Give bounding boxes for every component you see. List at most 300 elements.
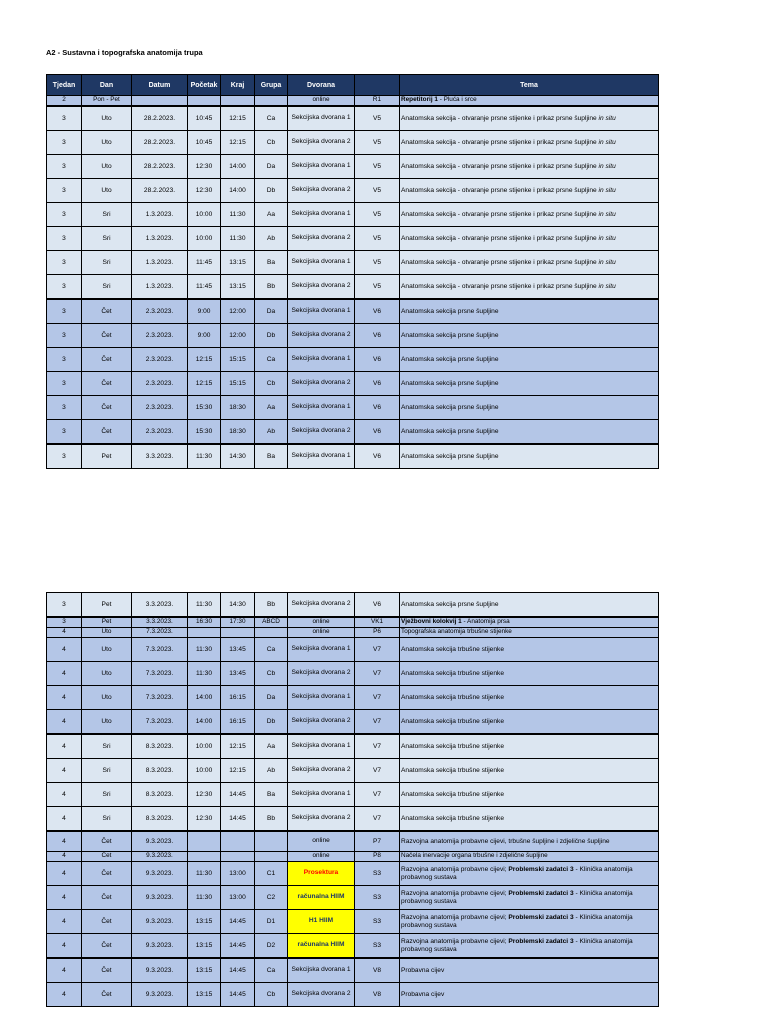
table-row bbox=[47, 910, 659, 934]
cell-pocetak: 10:00 bbox=[188, 227, 221, 251]
cell-tjedan: 3 bbox=[47, 251, 82, 275]
cell-dan: Čet bbox=[82, 934, 132, 959]
cell-kraj: 11:30 bbox=[221, 227, 255, 251]
cell-tema bbox=[400, 227, 659, 251]
cell-dan: Uto bbox=[82, 686, 132, 710]
cell-kraj: 12:15 bbox=[221, 106, 255, 131]
cell-dan: Sri bbox=[82, 227, 132, 251]
cell-oznaka: V6 bbox=[355, 324, 400, 348]
cell-grupa: Cb bbox=[255, 372, 288, 396]
cell-datum: 28.2.2023. bbox=[132, 155, 188, 179]
cell-grupa: Cb bbox=[255, 131, 288, 155]
table-row bbox=[47, 759, 659, 783]
cell-grupa: D1 bbox=[255, 910, 288, 934]
cell-pocetak: 16:30 bbox=[188, 617, 221, 628]
cell-oznaka: V7 bbox=[355, 759, 400, 783]
tema-bold: Vježbovni kolokvij 1 bbox=[401, 618, 462, 626]
cell-pocetak: 15:30 bbox=[188, 420, 221, 445]
cell-kraj: 14:45 bbox=[221, 807, 255, 832]
cell-grupa: Ab bbox=[255, 227, 288, 251]
cell-grupa: Ab bbox=[255, 759, 288, 783]
tema-text: Anatomska sekcija prsne šupljine bbox=[401, 452, 499, 460]
cell-tema bbox=[400, 710, 659, 735]
cell-kraj: 13:00 bbox=[221, 862, 255, 886]
table-row bbox=[47, 734, 659, 759]
cell-datum: 9.3.2023. bbox=[132, 852, 188, 862]
cell-dan: Čet bbox=[82, 910, 132, 934]
cell-datum: 2.3.2023. bbox=[132, 324, 188, 348]
cell-dvorana: Sekcijska dvorana 1 bbox=[288, 396, 355, 420]
cell-datum: 2.3.2023. bbox=[132, 299, 188, 324]
cell-tema bbox=[400, 348, 659, 372]
cell-dan: Pet bbox=[82, 444, 132, 469]
cell-tjedan: 4 bbox=[47, 831, 82, 852]
cell-pocetak: 12:30 bbox=[188, 783, 221, 807]
tema-text: Anatomska sekcija trbušne stijenke bbox=[401, 669, 504, 677]
table-row bbox=[47, 324, 659, 348]
cell-datum: 2.3.2023. bbox=[132, 420, 188, 445]
cell-tema bbox=[400, 324, 659, 348]
cell-datum: 3.3.2023. bbox=[132, 444, 188, 469]
cell-grupa bbox=[255, 852, 288, 862]
cell-tjedan: 3 bbox=[47, 106, 82, 131]
cell-kraj: 12:15 bbox=[221, 734, 255, 759]
cell-dan: Čet bbox=[82, 348, 132, 372]
cell-oznaka: S3 bbox=[355, 934, 400, 959]
tema-text: Anatomska sekcija trbušne stijenke bbox=[401, 742, 504, 750]
cell-tjedan: 3 bbox=[47, 179, 82, 203]
cell-pocetak: 13:15 bbox=[188, 983, 221, 1007]
table-row bbox=[47, 983, 659, 1007]
cell-dvorana: Sekcijska dvorana 2 bbox=[288, 227, 355, 251]
table-row bbox=[47, 179, 659, 203]
cell-tjedan: 4 bbox=[47, 662, 82, 686]
cell-kraj: 15:15 bbox=[221, 372, 255, 396]
cell-oznaka: V5 bbox=[355, 155, 400, 179]
table-row bbox=[47, 203, 659, 227]
cell-grupa: Ba bbox=[255, 444, 288, 469]
cell-pocetak: 11:30 bbox=[188, 862, 221, 886]
tema-text: Anatomska sekcija prsne šupljine bbox=[401, 331, 499, 339]
tema-text: Anatomska sekcija - otvaranje prsne stijenke i prikaz prsne šupljine bbox=[401, 162, 599, 170]
cell-datum: 28.2.2023. bbox=[132, 131, 188, 155]
cell-pocetak: 11:30 bbox=[188, 444, 221, 469]
table-row bbox=[47, 348, 659, 372]
tema-text: Anatomska sekcija prsne šupljine bbox=[401, 600, 499, 608]
cell-datum: 9.3.2023. bbox=[132, 958, 188, 983]
cell-grupa: Ca bbox=[255, 958, 288, 983]
cell-kraj bbox=[221, 628, 255, 638]
cell-pocetak: 11:30 bbox=[188, 662, 221, 686]
cell-dvorana: Sekcijska dvorana 2 bbox=[288, 420, 355, 445]
schedule-table-2 bbox=[46, 592, 659, 1007]
cell-dvorana: online bbox=[288, 96, 355, 107]
cell-datum: 1.3.2023. bbox=[132, 251, 188, 275]
cell-dan: Sri bbox=[82, 734, 132, 759]
cell-dan: Čet bbox=[82, 396, 132, 420]
cell-datum: 7.3.2023. bbox=[132, 628, 188, 638]
cell-tjedan: 4 bbox=[47, 628, 82, 638]
cell-grupa: Da bbox=[255, 686, 288, 710]
cell-dan: Čet bbox=[82, 372, 132, 396]
cell-oznaka: V6 bbox=[355, 444, 400, 469]
cell-tjedan: 3 bbox=[47, 444, 82, 469]
cell-pocetak bbox=[188, 831, 221, 852]
tema-text: Anatomska sekcija - otvaranje prsne stijenke i prikaz prsne šupljine bbox=[401, 258, 599, 266]
cell-grupa: D2 bbox=[255, 934, 288, 959]
cell-kraj: 15:15 bbox=[221, 348, 255, 372]
cell-pocetak: 13:15 bbox=[188, 910, 221, 934]
cell-datum: 2.3.2023. bbox=[132, 372, 188, 396]
cell-kraj bbox=[221, 852, 255, 862]
cell-kraj: 14:30 bbox=[221, 593, 255, 618]
cell-oznaka: V7 bbox=[355, 638, 400, 662]
cell-kraj: 14:45 bbox=[221, 783, 255, 807]
cell-grupa: Bb bbox=[255, 593, 288, 618]
table-row bbox=[47, 131, 659, 155]
cell-kraj: 13:00 bbox=[221, 886, 255, 910]
table-row bbox=[47, 958, 659, 983]
cell-pocetak: 12:30 bbox=[188, 179, 221, 203]
cell-kraj: 14:45 bbox=[221, 983, 255, 1007]
cell-dvorana: Sekcijska dvorana 1 bbox=[288, 299, 355, 324]
table-row bbox=[47, 227, 659, 251]
cell-grupa bbox=[255, 628, 288, 638]
cell-oznaka: S3 bbox=[355, 886, 400, 910]
cell-dvorana: Sekcijska dvorana 2 bbox=[288, 372, 355, 396]
cell-datum: 9.3.2023. bbox=[132, 862, 188, 886]
cell-oznaka: V5 bbox=[355, 106, 400, 131]
tema-text: Anatomska sekcija trbušne stijenke bbox=[401, 766, 504, 774]
tema-text: - Anatomija prsa bbox=[461, 618, 510, 626]
cell-tema bbox=[400, 617, 659, 628]
cell-kraj: 13:45 bbox=[221, 662, 255, 686]
tema-bold-2: Problemski zadatci 3 bbox=[508, 889, 574, 897]
cell-grupa: C2 bbox=[255, 886, 288, 910]
cell-dvorana: Sekcijska dvorana 2 bbox=[288, 179, 355, 203]
cell-oznaka: V7 bbox=[355, 783, 400, 807]
cell-kraj: 13:45 bbox=[221, 638, 255, 662]
cell-dan: Sri bbox=[82, 275, 132, 300]
header-dvorana: Dvorana bbox=[288, 75, 355, 96]
cell-kraj: 12:15 bbox=[221, 131, 255, 155]
cell-datum: 1.3.2023. bbox=[132, 275, 188, 300]
cell-dvorana: Sekcijska dvorana 2 bbox=[288, 807, 355, 832]
cell-dan: Pon - Pet bbox=[82, 96, 132, 107]
cell-oznaka: P7 bbox=[355, 831, 400, 852]
cell-pocetak: 14:00 bbox=[188, 710, 221, 735]
cell-dvorana: Sekcijska dvorana 1 bbox=[288, 106, 355, 131]
cell-oznaka: P6 bbox=[355, 628, 400, 638]
tema-text-2: - Klinička anatomija probavnog sustava bbox=[401, 937, 633, 953]
cell-pocetak: 11:45 bbox=[188, 275, 221, 300]
table-row bbox=[47, 617, 659, 628]
cell-dvorana: Sekcijska dvorana 1 bbox=[288, 958, 355, 983]
cell-dan: Uto bbox=[82, 662, 132, 686]
tema-bold-2: Problemski zadatci 3 bbox=[508, 913, 574, 921]
table-row bbox=[47, 852, 659, 862]
cell-datum: 28.2.2023. bbox=[132, 106, 188, 131]
cell-datum bbox=[132, 96, 188, 107]
cell-dvorana: Sekcijska dvorana 1 bbox=[288, 348, 355, 372]
cell-oznaka: R1 bbox=[355, 96, 400, 107]
cell-tema bbox=[400, 638, 659, 662]
schedule-table-1 bbox=[46, 74, 659, 469]
tema-text: Anatomska sekcija prsne šupljine bbox=[401, 427, 499, 435]
cell-tema bbox=[400, 179, 659, 203]
cell-oznaka: V5 bbox=[355, 275, 400, 300]
cell-dvorana: Prosektura bbox=[288, 862, 355, 886]
cell-dan: Čet bbox=[82, 324, 132, 348]
cell-dan: Sri bbox=[82, 759, 132, 783]
cell-oznaka: V7 bbox=[355, 686, 400, 710]
table-row bbox=[47, 807, 659, 832]
cell-dan: Čet bbox=[82, 299, 132, 324]
tema-italic: in situ bbox=[598, 138, 616, 146]
cell-dan: Pet bbox=[82, 617, 132, 628]
cell-datum: 2.3.2023. bbox=[132, 396, 188, 420]
cell-oznaka: P8 bbox=[355, 852, 400, 862]
table-row bbox=[47, 444, 659, 469]
cell-tema bbox=[400, 983, 659, 1007]
cell-dan: Sri bbox=[82, 203, 132, 227]
cell-oznaka: V7 bbox=[355, 710, 400, 735]
cell-tjedan: 2 bbox=[47, 96, 82, 107]
cell-tema bbox=[400, 886, 659, 910]
cell-dvorana: Sekcijska dvorana 1 bbox=[288, 203, 355, 227]
cell-oznaka: V8 bbox=[355, 958, 400, 983]
cell-datum: 9.3.2023. bbox=[132, 983, 188, 1007]
cell-oznaka: V6 bbox=[355, 372, 400, 396]
cell-oznaka: VK1 bbox=[355, 617, 400, 628]
cell-tema bbox=[400, 734, 659, 759]
tema-text: Probavna cijev bbox=[401, 990, 445, 998]
cell-dan: Uto bbox=[82, 179, 132, 203]
tema-text: Anatomska sekcija - otvaranje prsne stijenke i prikaz prsne šupljine bbox=[401, 282, 599, 290]
cell-tjedan: 3 bbox=[47, 372, 82, 396]
cell-datum: 2.3.2023. bbox=[132, 348, 188, 372]
cell-tjedan: 3 bbox=[47, 203, 82, 227]
cell-dan: Čet bbox=[82, 420, 132, 445]
cell-pocetak: 13:15 bbox=[188, 958, 221, 983]
cell-pocetak: 12:15 bbox=[188, 372, 221, 396]
table-row bbox=[47, 862, 659, 886]
cell-kraj: 12:00 bbox=[221, 299, 255, 324]
cell-tjedan: 4 bbox=[47, 886, 82, 910]
cell-oznaka: V7 bbox=[355, 662, 400, 686]
cell-pocetak: 11:30 bbox=[188, 638, 221, 662]
cell-tjedan: 4 bbox=[47, 734, 82, 759]
tema-text: Razvojna anatomija probavne cijevi, trbušne šupljine i zdjelične šupljine bbox=[401, 837, 610, 845]
table-row bbox=[47, 251, 659, 275]
cell-tjedan: 3 bbox=[47, 299, 82, 324]
cell-datum: 1.3.2023. bbox=[132, 203, 188, 227]
cell-kraj: 16:15 bbox=[221, 710, 255, 735]
cell-oznaka: V6 bbox=[355, 420, 400, 445]
cell-dan: Pet bbox=[82, 593, 132, 618]
cell-tjedan: 3 bbox=[47, 155, 82, 179]
cell-datum: 8.3.2023. bbox=[132, 734, 188, 759]
cell-tema bbox=[400, 934, 659, 959]
cell-dan: Sri bbox=[82, 783, 132, 807]
cell-grupa: Ab bbox=[255, 420, 288, 445]
cell-dvorana: Sekcijska dvorana 2 bbox=[288, 710, 355, 735]
table-row bbox=[47, 638, 659, 662]
cell-pocetak: 10:45 bbox=[188, 106, 221, 131]
cell-dvorana: Sekcijska dvorana 2 bbox=[288, 983, 355, 1007]
cell-oznaka: V5 bbox=[355, 179, 400, 203]
table-row bbox=[47, 783, 659, 807]
cell-tema bbox=[400, 686, 659, 710]
cell-grupa: Aa bbox=[255, 203, 288, 227]
cell-tjedan: 4 bbox=[47, 783, 82, 807]
cell-oznaka: V6 bbox=[355, 593, 400, 618]
cell-pocetak bbox=[188, 628, 221, 638]
cell-dvorana: Sekcijska dvorana 1 bbox=[288, 734, 355, 759]
cell-kraj: 14:45 bbox=[221, 958, 255, 983]
cell-dvorana: Sekcijska dvorana 1 bbox=[288, 686, 355, 710]
cell-tema bbox=[400, 203, 659, 227]
tema-bold: Repetitorij 1 bbox=[401, 96, 438, 104]
cell-tema bbox=[400, 396, 659, 420]
tema-text: Topografska anatomija trbušne stijenke bbox=[401, 628, 512, 636]
cell-kraj: 13:15 bbox=[221, 275, 255, 300]
table-row bbox=[47, 420, 659, 445]
cell-dan: Čet bbox=[82, 852, 132, 862]
cell-datum: 9.3.2023. bbox=[132, 886, 188, 910]
cell-tema bbox=[400, 831, 659, 852]
cell-tjedan: 4 bbox=[47, 638, 82, 662]
cell-pocetak bbox=[188, 96, 221, 107]
cell-pocetak: 13:15 bbox=[188, 934, 221, 959]
table-row bbox=[47, 831, 659, 852]
cell-dan: Sri bbox=[82, 807, 132, 832]
cell-pocetak: 10:45 bbox=[188, 131, 221, 155]
cell-dvorana: Sekcijska dvorana 1 bbox=[288, 638, 355, 662]
cell-pocetak: 10:00 bbox=[188, 203, 221, 227]
cell-tema bbox=[400, 299, 659, 324]
cell-dvorana: Sekcijska dvorana 1 bbox=[288, 783, 355, 807]
cell-dvorana: Sekcijska dvorana 1 bbox=[288, 155, 355, 179]
cell-tjedan: 4 bbox=[47, 862, 82, 886]
cell-dvorana: online bbox=[288, 831, 355, 852]
cell-dvorana: računalna HIIM bbox=[288, 886, 355, 910]
cell-kraj: 14:00 bbox=[221, 155, 255, 179]
cell-tjedan: 4 bbox=[47, 759, 82, 783]
cell-grupa: ABCD bbox=[255, 617, 288, 628]
cell-kraj: 14:00 bbox=[221, 179, 255, 203]
cell-pocetak: 11:30 bbox=[188, 886, 221, 910]
tema-text: Razvojna anatomija probavne cijevi; bbox=[401, 913, 509, 921]
tema-italic: in situ bbox=[598, 210, 616, 218]
cell-tjedan: 3 bbox=[47, 348, 82, 372]
cell-tjedan: 4 bbox=[47, 983, 82, 1007]
cell-tema bbox=[400, 106, 659, 131]
table-row bbox=[47, 155, 659, 179]
table-row bbox=[47, 710, 659, 735]
tema-bold-2: Problemski zadatci 3 bbox=[508, 865, 574, 873]
cell-grupa: Ba bbox=[255, 251, 288, 275]
tema-text: Anatomska sekcija prsne šupljine bbox=[401, 307, 499, 315]
cell-dvorana: Sekcijska dvorana 2 bbox=[288, 324, 355, 348]
cell-tema bbox=[400, 155, 659, 179]
tema-italic: in situ bbox=[598, 258, 616, 266]
cell-tema bbox=[400, 275, 659, 300]
cell-grupa: Aa bbox=[255, 396, 288, 420]
table-row bbox=[47, 593, 659, 618]
cell-tjedan: 4 bbox=[47, 910, 82, 934]
cell-tjedan: 4 bbox=[47, 686, 82, 710]
cell-oznaka: V5 bbox=[355, 227, 400, 251]
tema-text-2: - Klinička anatomija probavnog sustava bbox=[401, 889, 633, 905]
cell-oznaka: V5 bbox=[355, 251, 400, 275]
document-title: A2 - Sustavna i topografska anatomija trupa bbox=[46, 48, 203, 57]
tema-text: Anatomska sekcija trbušne stijenke bbox=[401, 645, 504, 653]
cell-oznaka: S3 bbox=[355, 862, 400, 886]
header-tema: Tema bbox=[400, 75, 659, 96]
cell-oznaka: V6 bbox=[355, 396, 400, 420]
tema-text: - Pluća i srce bbox=[437, 96, 477, 104]
cell-pocetak: 11:30 bbox=[188, 593, 221, 618]
cell-dan: Čet bbox=[82, 831, 132, 852]
cell-datum: 9.3.2023. bbox=[132, 934, 188, 959]
cell-tjedan: 4 bbox=[47, 710, 82, 735]
cell-tjedan: 3 bbox=[47, 396, 82, 420]
cell-tema bbox=[400, 593, 659, 618]
cell-tema bbox=[400, 759, 659, 783]
cell-dvorana: Sekcijska dvorana 2 bbox=[288, 593, 355, 618]
cell-tema bbox=[400, 910, 659, 934]
table-row bbox=[47, 886, 659, 910]
cell-dan: Uto bbox=[82, 106, 132, 131]
cell-grupa: Ca bbox=[255, 638, 288, 662]
cell-tjedan: 4 bbox=[47, 934, 82, 959]
cell-kraj: 14:45 bbox=[221, 910, 255, 934]
tema-italic: in situ bbox=[598, 234, 616, 242]
schedule-table-2-body bbox=[47, 593, 659, 1007]
cell-oznaka: V6 bbox=[355, 299, 400, 324]
cell-kraj: 18:30 bbox=[221, 420, 255, 445]
cell-kraj: 18:30 bbox=[221, 396, 255, 420]
cell-dan: Uto bbox=[82, 638, 132, 662]
cell-dan: Čet bbox=[82, 983, 132, 1007]
cell-kraj: 11:30 bbox=[221, 203, 255, 227]
cell-oznaka: V5 bbox=[355, 131, 400, 155]
cell-grupa bbox=[255, 831, 288, 852]
cell-kraj: 14:30 bbox=[221, 444, 255, 469]
cell-tema bbox=[400, 96, 659, 107]
table-row bbox=[47, 299, 659, 324]
cell-pocetak: 11:45 bbox=[188, 251, 221, 275]
cell-pocetak: 15:30 bbox=[188, 396, 221, 420]
table-row bbox=[47, 96, 659, 107]
cell-kraj bbox=[221, 96, 255, 107]
cell-dan: Čet bbox=[82, 958, 132, 983]
cell-dvorana: Sekcijska dvorana 1 bbox=[288, 251, 355, 275]
cell-datum: 8.3.2023. bbox=[132, 759, 188, 783]
cell-kraj: 16:15 bbox=[221, 686, 255, 710]
tema-text: Anatomska sekcija prsne šupljine bbox=[401, 403, 499, 411]
cell-dvorana: Sekcijska dvorana 2 bbox=[288, 759, 355, 783]
tema-text: Razvojna anatomija probavne cijevi; bbox=[401, 865, 509, 873]
cell-grupa: Ba bbox=[255, 783, 288, 807]
cell-tema bbox=[400, 852, 659, 862]
cell-oznaka: V5 bbox=[355, 203, 400, 227]
tema-text: Anatomska sekcija - otvaranje prsne stijenke i prikaz prsne šupljine bbox=[401, 210, 599, 218]
cell-datum: 9.3.2023. bbox=[132, 910, 188, 934]
cell-grupa: Ca bbox=[255, 348, 288, 372]
cell-tjedan: 3 bbox=[47, 227, 82, 251]
